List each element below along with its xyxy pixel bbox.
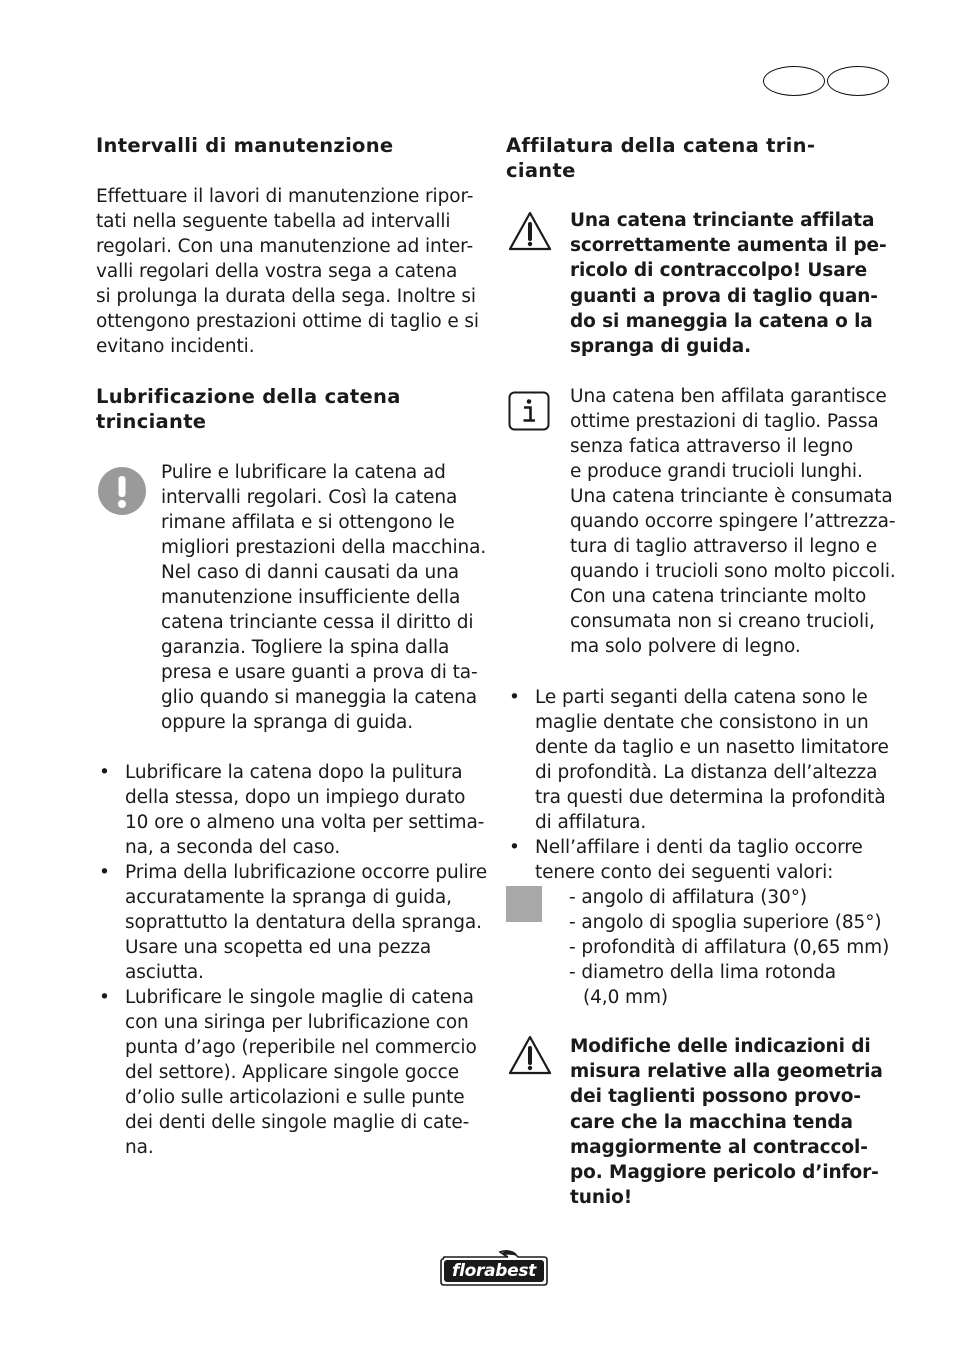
lubrication-note: Pulire e lubrificare la catena ad intervalli regolari. Così la catena rimane affilata e si ottengono le migliori prestazioni della macchina. Nel caso di danni causati da una manutenzione insufficiente della catena trinciante cessa il diritto di garanzia. Togliere la spina dalla presa e usare guanti a prova di ta- glio quando si maneggia la catena oppure la spranga di guida. xyxy=(161,462,487,733)
warning-text-sharpening: Una catena trinciante affilata scorrettamente aumenta il pe- ricolo di contraccolpo! Usare guanti a prova di taglio quan- do si maneggia la catena o la spranga di guida. xyxy=(570,210,887,358)
exclamation-note-icon xyxy=(98,467,146,515)
list-item: Nell’affilare i denti da taglio occorre tenere conto dei seguenti valori: xyxy=(535,837,863,883)
section-title-lubrication: Lubrificazione della catena trinciante xyxy=(96,385,401,433)
warning-triangle-icon xyxy=(507,210,553,252)
country-badge-icon xyxy=(763,66,889,98)
info-text-sharpening: Una catena ben affilata garantisce ottime prestazioni di taglio. Passa senza fatica attraverso il legno e produce grandi trucioli lunghi. Una catena trinciante è consumata quando occorre spingere l’attrezza- tura di taglio attraverso il legno e quando i trucioli sono molto piccoli. Con una catena trinciante molto consumata non si creano trucioli, ma solo polvere di legno. xyxy=(570,386,896,657)
warning-text-geometry: Modifiche delle indicazioni di misura relative alla geometria dei taglienti possono provo- care che la macchina tenda maggiormente al contraccol- po. Maggiore pericolo d’infor- tunio! xyxy=(570,1036,883,1209)
list-item: Le parti seganti della catena sono le maglie dentate che consistono in un dente da taglio e un nasetto limitatore di profondità. La distanza dell’altezza tra questi due determina la profondità di affilatura. xyxy=(535,687,889,833)
list-item: Lubrificare le singole maglie di catena con una siringa per lubrificazione con punta d’ago (reperibile nel commercio del settore). Applicare singole gocce d’olio sulle articolazioni e sulle punte dei denti delle singole maglie di cate- na. xyxy=(125,987,477,1158)
bullet-marker: • xyxy=(99,862,110,883)
warning-triangle-icon xyxy=(507,1034,553,1076)
section-title-sharpening: Affilatura della catena trin- ciante xyxy=(506,134,816,182)
florabest-logo: florabest xyxy=(438,1246,550,1288)
info-icon xyxy=(508,391,550,431)
gray-square-icon xyxy=(506,886,542,922)
bullet-marker: • xyxy=(509,687,520,708)
list-item: Lubrificare la catena dopo la pulitura della stessa, dopo un impiego durato 10 ore o almeno una volta per settima- na, a seconda del caso. xyxy=(125,762,485,858)
bullet-marker: • xyxy=(99,762,110,783)
section-title-maintenance: Intervalli di manutenzione xyxy=(96,134,394,157)
bullet-marker: • xyxy=(509,837,520,858)
bullet-marker: • xyxy=(99,987,110,1008)
sharpening-values: - angolo di affilatura (30°) - angolo di spoglia superiore (85°) - profondità di affilatura (0,65 mm) - diametro della lima rotonda (4,0 mm) xyxy=(569,887,890,1008)
maintenance-paragraph: Effettuare il lavori di manutenzione ripor- tati nella seguente tabella ad intervalli regolari. Con una manutenzione ad inter- valli regolari della vostra sega a catena si prolunga la durata della sega. Inoltre si ottengono prestazioni ottime di taglio e si evitano incidenti. xyxy=(96,186,479,357)
list-item: Prima della lubrificazione occorre pulire accuratamente la spranga di guida, soprattutto la dentatura della spranga. Usare una scopetta ed una pezza asciutta. xyxy=(125,862,488,983)
